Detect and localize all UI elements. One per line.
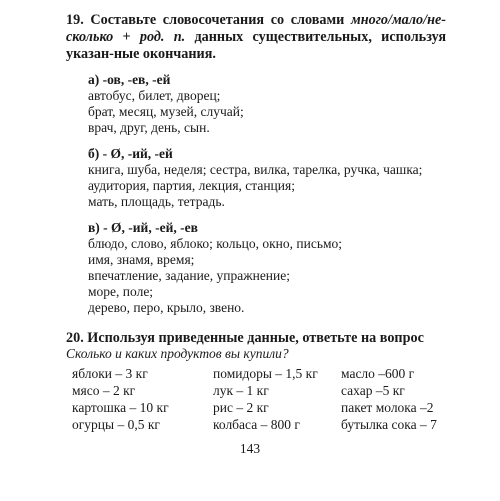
group-a-line: врач, друг, день, сын. — [88, 120, 210, 135]
exercise-20-instruction — [66, 330, 434, 347]
product-item: помидоры – 1,5 кг — [213, 366, 318, 381]
exercise-20-text: Используя приведенные данные, ответьте на вопрос — [87, 330, 424, 346]
exercise-19-text-1: Составьте словосочетания со словами — [90, 12, 345, 28]
exercise-20-number: 20. — [66, 330, 84, 346]
product-item: колбаса – 800 г — [213, 417, 300, 432]
group-c-line: море, поле; — [88, 284, 154, 299]
group-a-heading: а) -ов, -ев, -ей — [88, 72, 171, 87]
group-b-line: аудитория, партия, лекция, станция; — [88, 178, 295, 193]
group-c-line: блюдо, слово, яблоко; кольцо, окно, письмо; — [88, 236, 343, 251]
group-a-line: брат, месяц, музей, случай; — [88, 104, 244, 119]
group-c-line: впечатление, задание, упражнение; — [88, 268, 290, 283]
group-b-line: книга, шуба, неделя; сестра, вилка, тарелка, ручка, чашка; — [88, 162, 423, 177]
product-item: лук – 1 кг — [213, 383, 269, 398]
group-c-line: дерево, перо, крыло, звено. — [88, 300, 245, 315]
exercise-19-text-3: данных существительных, используя указан-ные окончания. — [66, 29, 447, 62]
exercise-20-question: Сколько и каких продуктов вы купили? — [66, 346, 289, 361]
exercise-19-text-2: + — [122, 29, 131, 45]
product-item: огурцы – 0,5 кг — [72, 417, 160, 432]
product-item: мясо – 2 кг — [72, 383, 136, 398]
product-item: рис – 2 кг — [213, 400, 269, 415]
product-item: пакет молока –2 — [341, 400, 434, 415]
group-a-line: автобус, билет, дворец; — [88, 88, 221, 103]
group-c-line: имя, знамя, время; — [88, 252, 195, 267]
product-item: картошка – 10 кг — [72, 400, 169, 415]
group-c-heading: в) - Ø, -ий, -ей, -ев — [88, 220, 198, 235]
exercise-19-number: 19. — [66, 12, 84, 28]
group-b-heading: б) - Ø, -ий, -ей — [88, 146, 173, 161]
exercise-19-italic-1: много/мало/не-сколько — [66, 12, 446, 45]
product-item: сахар –5 кг — [341, 383, 405, 398]
exercise-19-instruction — [66, 12, 446, 63]
exercise-19-italic-2: род. п. — [139, 29, 186, 45]
product-item: масло –600 г — [341, 366, 415, 381]
product-item: бутылка сока – 7 — [341, 417, 437, 432]
page-number: 143 — [239, 441, 261, 456]
group-b-line: мать, площадь, тетрадь. — [88, 194, 225, 209]
product-item: яблоки – 3 кг — [72, 366, 148, 381]
